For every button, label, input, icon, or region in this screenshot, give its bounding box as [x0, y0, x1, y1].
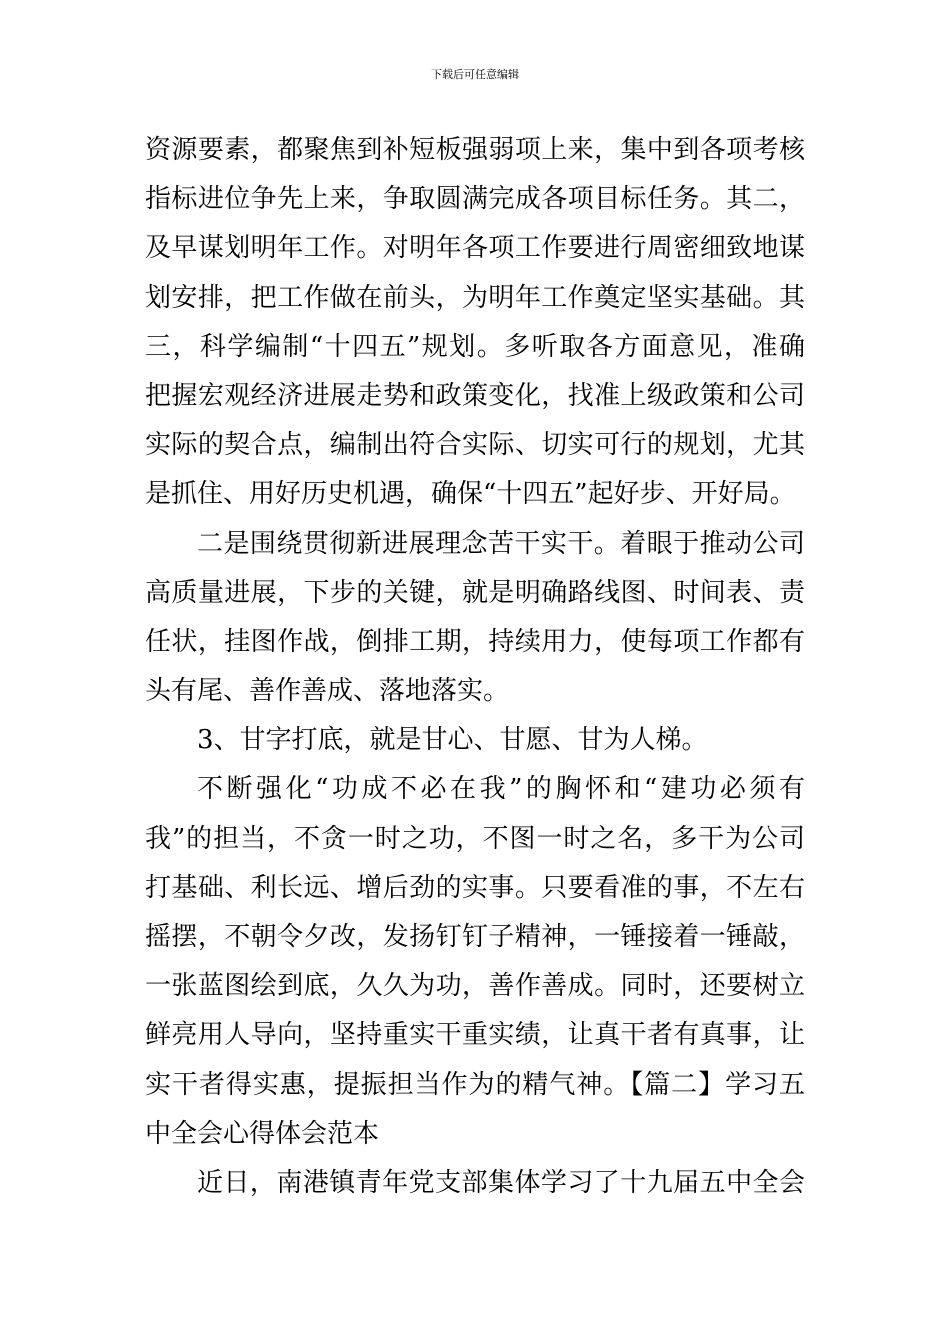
text-line: 头有尾、善作善成、落地落实。: [145, 676, 510, 707]
page-header: 下载后可任意编辑: [431, 68, 519, 81]
text-line: 近日，南港镇青年党支部集体学习了十九届五中全会: [197, 1167, 805, 1198]
text-line: 摇摆，不朝令夕改，发扬钉钉子精神，一锤接着一锤敲，: [145, 922, 805, 952]
text-line: 指标进位争先上来，争取圆满完成各项目标任务。其二，: [145, 184, 805, 215]
text-line: 把握宏观经济进展走势和政策变化，找准上级政策和公司: [145, 380, 805, 411]
text-line: 三，科学编制“十四五”规划。多听取各方面意见，准确: [145, 331, 805, 362]
text-line: 及早谋划明年工作。对明年各项工作要进行周密细致地谋: [145, 233, 805, 264]
text-line: 划安排，把工作做在前头，为明年工作奠定坚实基础。其: [145, 282, 805, 313]
text-line: 实际的契合点，编制出符合实际、切实可行的规划，尤其: [145, 430, 805, 461]
text-line: 资源要素，都聚焦到补短板强弱项上来，集中到各项考核: [145, 135, 805, 165]
text-line: 打基础、利长远、增后劲的实事。只要看准的事，不左右: [145, 872, 805, 903]
text-line: 鲜亮用人导向，坚持重实干重实绩，让真干者有真事，让: [145, 1020, 805, 1051]
text-line: 不断强化“功成不必在我”的胸怀和“建功必须有: [197, 774, 805, 805]
text-line: 一张蓝图绘到底，久久为功，善作善成。同时，还要树立: [145, 971, 805, 1002]
text-line: 任状，挂图作战，倒排工期，持续用力，使每项工作都有: [145, 626, 805, 657]
text-line: 我”的担当，不贪一时之功，不图一时之名，多干为公司: [145, 823, 805, 854]
text-line: 3、甘字打底，就是甘心、甘愿、甘为人梯。: [197, 725, 708, 756]
text-line: 是抓住、用好历史机遇，确保“十四五”起好步、开好局。: [145, 479, 796, 510]
text-line: 中全会心得体会范本: [145, 1118, 380, 1149]
text-line: 实干者得实惠，提振担当作为的精气神。【篇二】学习五: [145, 1069, 805, 1100]
text-line: 高质量进展，下步的关键，就是明确路线图、时间表、责: [145, 577, 805, 608]
document-body: [145, 126, 805, 1208]
text-line: 二是围绕贯彻新进展理念苦干实干。着眼于推动公司: [197, 528, 805, 559]
